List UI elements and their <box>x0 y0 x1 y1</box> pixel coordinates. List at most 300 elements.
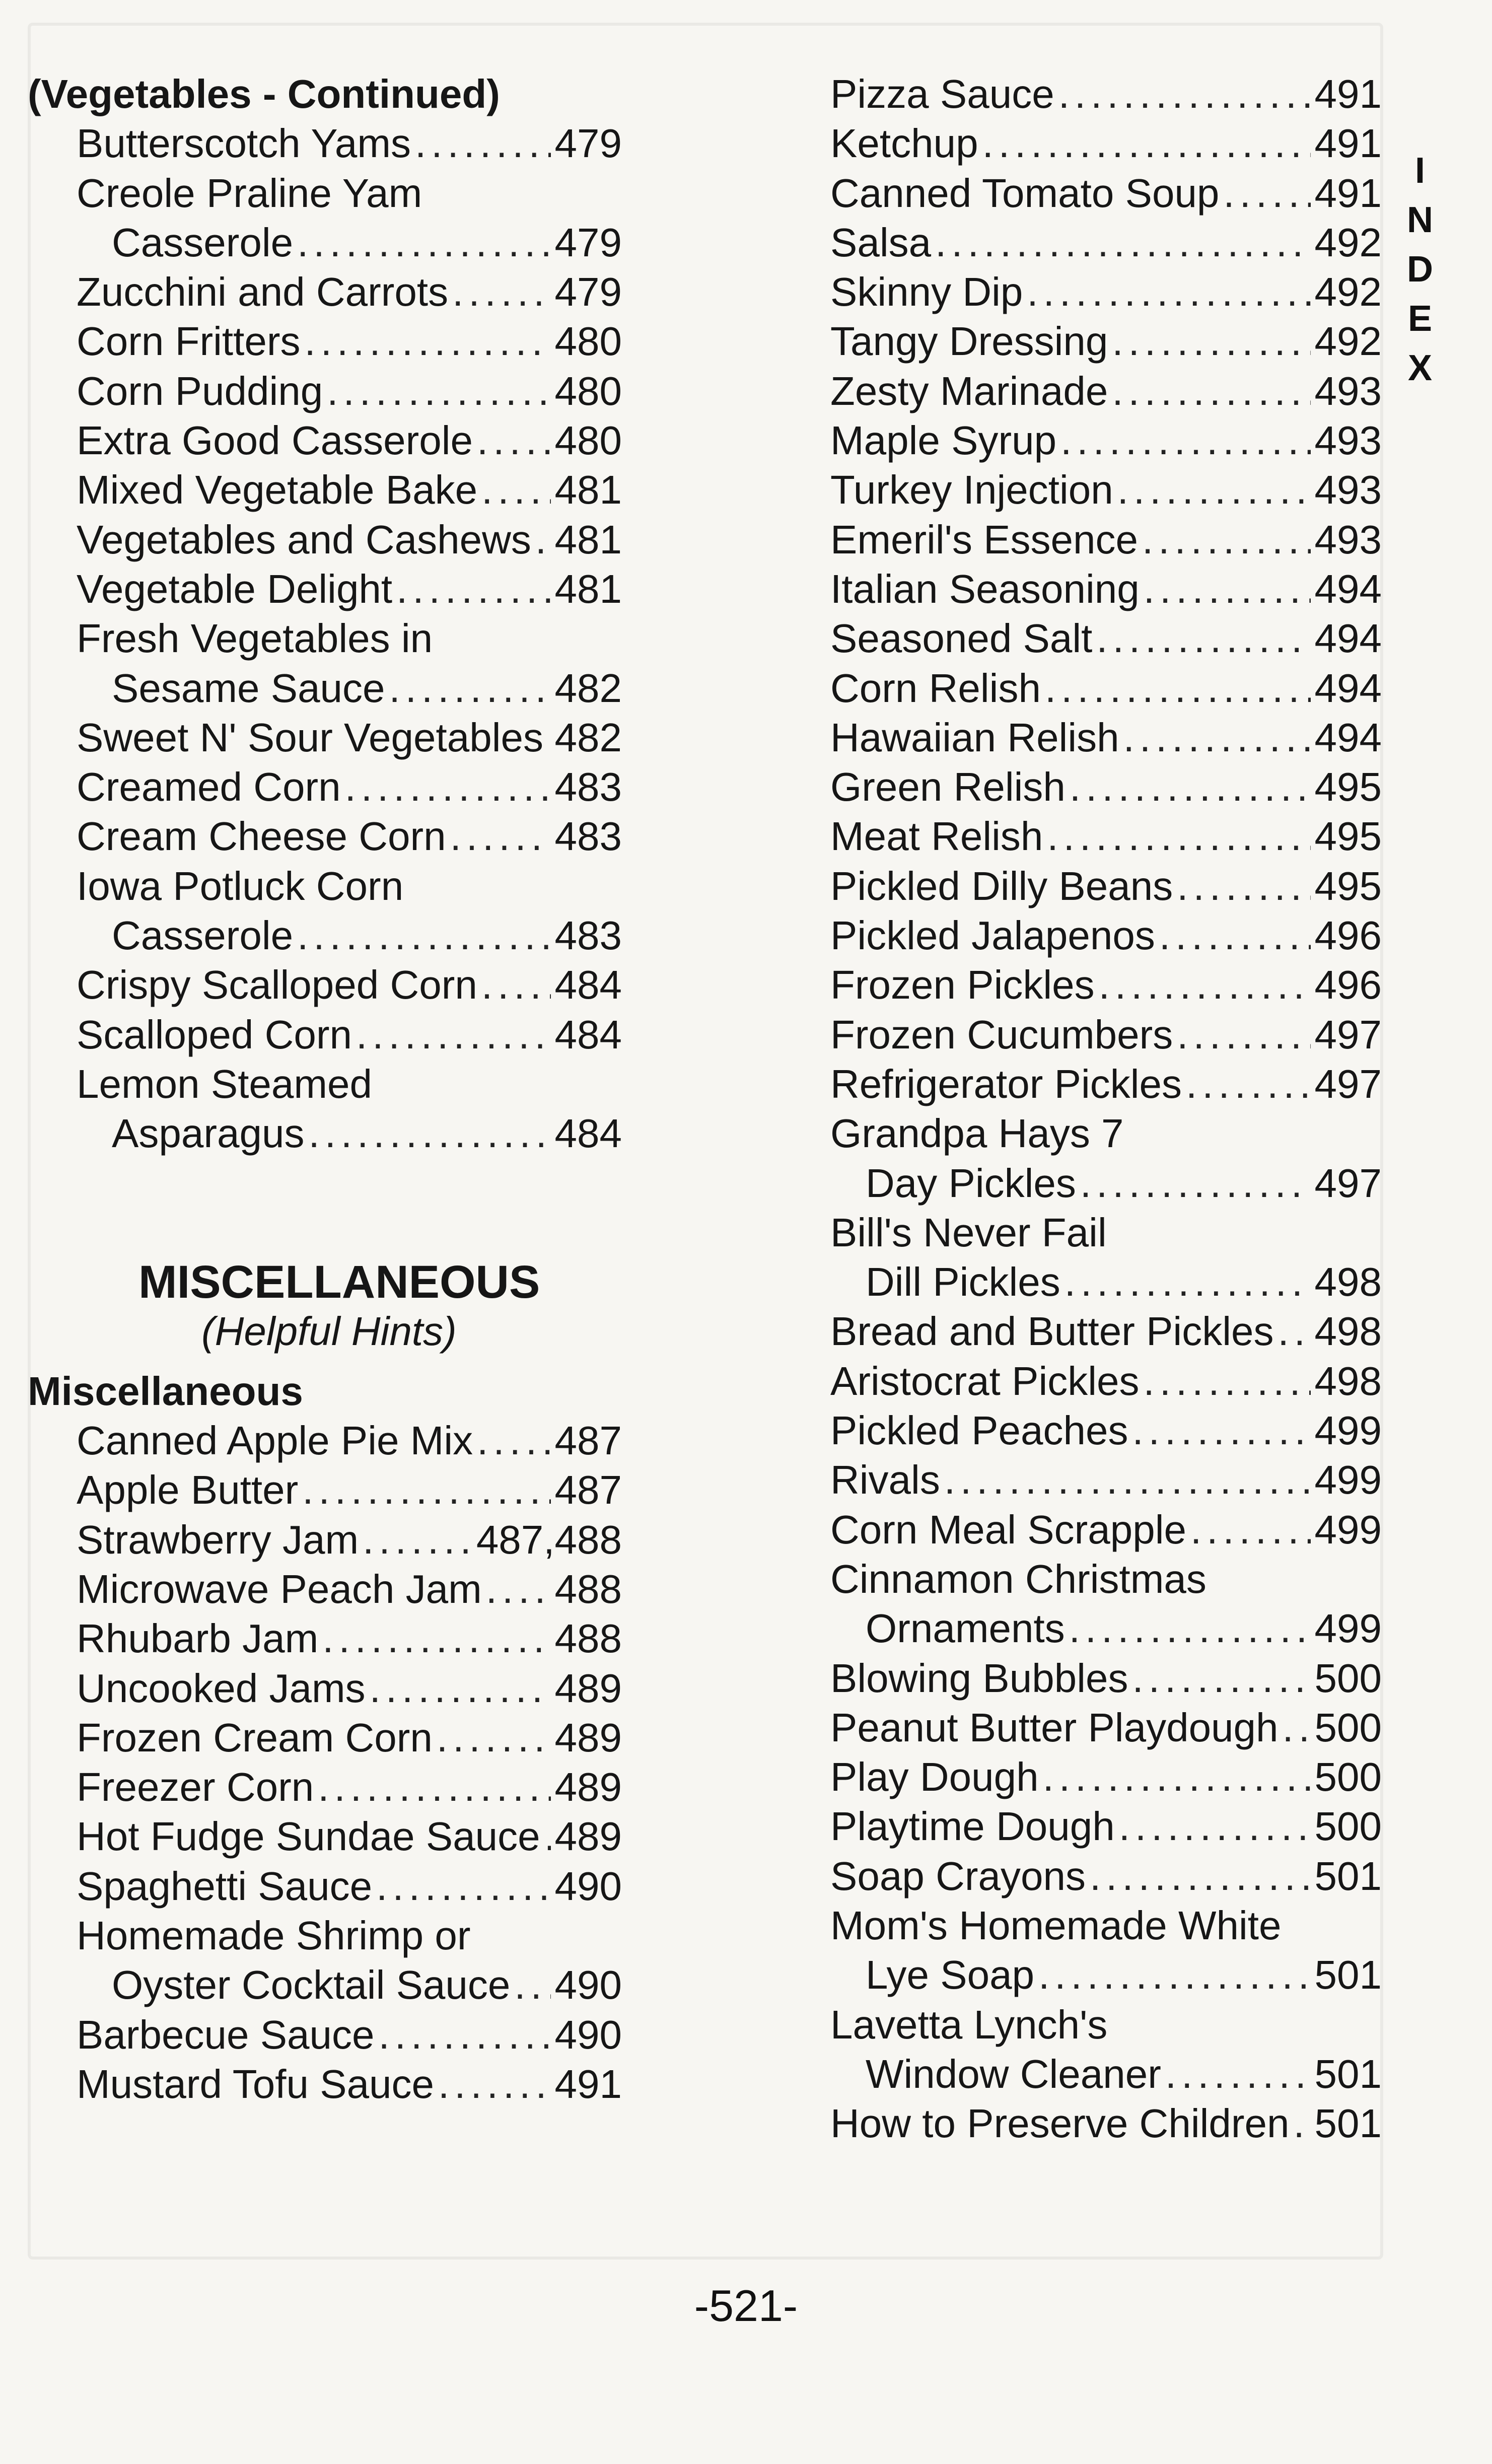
index-entry <box>28 1515 622 1565</box>
dot-leader <box>544 1812 551 1861</box>
dot-leader <box>376 1862 550 1911</box>
dot-leader <box>477 1416 550 1465</box>
entry-page-number: 490 <box>554 2012 622 2057</box>
entry-name: Vegetables and Cashews <box>77 517 531 562</box>
index-tab-letter: D <box>1407 249 1433 290</box>
entry-page-number: 481 <box>554 517 622 562</box>
entry-page-number: 495 <box>1314 863 1382 908</box>
index-entry <box>28 1960 622 2010</box>
index-entry-continued <box>824 2000 1382 2050</box>
index-entry <box>824 762 1382 812</box>
entry-page-number: 500 <box>1314 1804 1382 1849</box>
index-entry <box>28 2060 622 2109</box>
entry-name: Italian Seasoning <box>830 566 1140 611</box>
entry-name: Crispy Scalloped Corn <box>77 962 477 1008</box>
dot-leader <box>1144 565 1311 614</box>
entry-page-number: 482 <box>554 665 622 711</box>
dot-leader <box>305 317 551 366</box>
dot-leader <box>1096 614 1310 663</box>
index-tab-letter: X <box>1407 348 1433 388</box>
index-entry <box>28 713 622 762</box>
entry-page-number: 500 <box>1314 1705 1382 1750</box>
dot-leader <box>415 119 551 168</box>
index-entry <box>28 367 622 416</box>
dot-leader <box>438 2060 550 2109</box>
dot-leader <box>322 1614 550 1663</box>
entry-name: Freezer Corn <box>77 1765 314 1810</box>
entry-page-number: 489 <box>554 1665 622 1711</box>
index-entry <box>824 911 1382 960</box>
entry-page-number: 479 <box>554 220 622 265</box>
entry-name: Spaghetti Sauce <box>77 1863 373 1909</box>
index-entry <box>824 465 1382 515</box>
dot-leader <box>396 565 550 614</box>
entry-page-number: 483 <box>554 913 622 958</box>
entry-page-number: 501 <box>1314 1952 1382 1998</box>
dot-leader <box>297 218 550 267</box>
dot-leader <box>1064 1257 1311 1307</box>
entry-name: Hot Fudge Sundae Sauce <box>77 1814 540 1859</box>
dot-leader <box>327 367 550 416</box>
index-entry <box>824 1257 1382 1307</box>
entry-page-number: 480 <box>554 368 622 413</box>
dot-leader <box>1080 1159 1311 1208</box>
entry-name: Hawaiian Relish <box>830 715 1119 760</box>
entry-name: Mustard Tofu Sauce <box>77 2061 435 2106</box>
entry-name: Tangy Dressing <box>830 319 1108 364</box>
index-entry <box>824 169 1382 218</box>
index-entry <box>28 565 622 614</box>
dot-leader <box>547 713 551 762</box>
dot-leader <box>1117 465 1311 515</box>
entry-name: Casserole <box>112 220 294 265</box>
dot-leader <box>1223 169 1310 218</box>
index-entry <box>28 465 622 515</box>
entry-page-number: 499 <box>1314 1457 1382 1503</box>
entry-name: Pickled Jalapenos <box>830 913 1155 958</box>
entry-name: Bill's Never Fail <box>830 1210 1107 1255</box>
entry-name: Creole Praline Yam <box>77 170 422 216</box>
dot-leader <box>1038 1950 1310 2000</box>
entry-name: Corn Pudding <box>77 368 323 413</box>
category-heading-text: Miscellaneous <box>28 1368 303 1414</box>
entry-page-number: 498 <box>1314 1309 1382 1354</box>
entry-page-number: 496 <box>1314 962 1382 1008</box>
index-entry-continued <box>28 169 622 218</box>
entry-name: Meat Relish <box>830 814 1043 859</box>
index-entry <box>28 515 622 565</box>
dot-leader <box>1277 1307 1310 1356</box>
entry-page-number: 499 <box>1314 1606 1382 1651</box>
entry-name: Pickled Peaches <box>830 1408 1128 1453</box>
dot-leader <box>1027 267 1310 317</box>
entry-page-number: 494 <box>1314 715 1382 760</box>
index-entry <box>824 1455 1382 1505</box>
dot-leader <box>1143 1357 1310 1406</box>
dot-leader <box>1123 713 1311 762</box>
dot-leader <box>1045 664 1311 713</box>
index-entry <box>28 1465 622 1515</box>
index-entry <box>824 119 1382 168</box>
entry-name: Extra Good Casserole <box>77 418 473 463</box>
index-entry <box>28 1664 622 1713</box>
index-entry <box>824 367 1382 416</box>
entry-name: Creamed Corn <box>77 764 341 810</box>
entry-page-number: 491 <box>1314 121 1382 166</box>
entry-name: Frozen Cream Corn <box>77 1715 433 1760</box>
entry-name: Maple Syrup <box>830 418 1057 463</box>
index-entry <box>824 614 1382 663</box>
index-entry <box>824 1752 1382 1802</box>
entry-name: Skinny Dip <box>830 269 1023 315</box>
dot-leader <box>1190 1505 1311 1555</box>
entry-page-number: 497 <box>1314 1061 1382 1106</box>
entry-name: Ketchup <box>830 121 978 166</box>
entry-page-number: 497 <box>1314 1012 1382 1057</box>
index-entry <box>824 1950 1382 2000</box>
index-entry <box>28 960 622 1010</box>
dot-leader <box>481 960 551 1010</box>
entry-page-number: 496 <box>1314 913 1382 958</box>
entry-name: Seasoned Salt <box>830 616 1093 661</box>
index-entry <box>824 1604 1382 1653</box>
index-entry <box>28 317 622 366</box>
entry-name: Zesty Marinade <box>830 368 1108 413</box>
index-entry <box>28 1565 622 1614</box>
index-entry <box>824 713 1382 762</box>
entry-page-number: 491 <box>1314 72 1382 116</box>
section-subtitle-text: (Helpful Hints) <box>201 1309 457 1354</box>
dot-leader <box>308 1109 550 1158</box>
entry-name: Play Dough <box>830 1754 1039 1800</box>
entry-name: Window Cleaner <box>866 2051 1161 2096</box>
dot-leader <box>1070 762 1311 812</box>
index-entry-continued <box>824 1208 1382 1257</box>
dot-leader <box>535 515 551 565</box>
entry-page-number: 484 <box>554 1111 622 1156</box>
index-entry <box>28 1109 622 1158</box>
entry-name: Corn Meal Scrapple <box>830 1507 1186 1552</box>
entry-page-number: 487,488 <box>476 1517 622 1562</box>
index-entry <box>824 960 1382 1010</box>
index-entry <box>824 1802 1382 1851</box>
dot-leader <box>1112 317 1310 366</box>
blank-line <box>28 1208 622 1257</box>
index-entry <box>28 119 622 168</box>
index-entry <box>824 1159 1382 1208</box>
entry-page-number: 482 <box>554 715 622 760</box>
dot-leader <box>514 1960 550 2010</box>
entry-name: Uncooked Jams <box>77 1665 366 1711</box>
index-entry <box>824 1010 1382 1060</box>
index-entry <box>824 862 1382 911</box>
blank-line <box>28 1357 622 1367</box>
entry-name: Frozen Cucumbers <box>830 1012 1173 1057</box>
entry-page-number: 493 <box>1314 517 1382 562</box>
index-entry <box>28 1862 622 1911</box>
entry-name: Rivals <box>830 1457 940 1503</box>
entry-name: Canned Apple Pie Mix <box>77 1418 473 1463</box>
entry-page-number: 481 <box>554 566 622 611</box>
entry-name: Barbecue Sauce <box>77 2012 375 2057</box>
index-entry <box>824 1505 1382 1555</box>
entry-name: Corn Fritters <box>77 319 301 364</box>
entry-page-number: 490 <box>554 1863 622 1909</box>
entry-page-number: 489 <box>554 1765 622 1810</box>
index-entry <box>824 1406 1382 1455</box>
entry-page-number: 501 <box>1314 2101 1382 2146</box>
index-entry <box>824 2099 1382 2148</box>
left-index-column <box>28 69 622 2109</box>
entry-name: Pickled Dilly Beans <box>830 863 1173 908</box>
entry-name: Green Relish <box>830 764 1065 810</box>
entry-page-number: 489 <box>554 1715 622 1760</box>
index-entry <box>28 1713 622 1763</box>
entry-name: Ornaments <box>866 1606 1065 1651</box>
dot-leader <box>1058 69 1311 119</box>
entry-page-number: 495 <box>1314 764 1382 810</box>
index-entry-continued <box>28 614 622 663</box>
entry-page-number: 491 <box>554 2061 622 2106</box>
entry-name: Butterscotch Yams <box>77 121 411 166</box>
index-entry <box>824 812 1382 861</box>
entry-page-number: 483 <box>554 764 622 810</box>
index-entry <box>824 565 1382 614</box>
dot-leader <box>345 762 551 812</box>
entry-page-number: 493 <box>1314 467 1382 513</box>
index-entry <box>824 1307 1382 1356</box>
entry-name: Cinnamon Christmas <box>830 1556 1206 1601</box>
index-entry-continued <box>28 1060 622 1109</box>
entry-page-number: 501 <box>1314 1853 1382 1898</box>
index-entry <box>824 1654 1382 1703</box>
entry-name: Microwave Peach Jam <box>77 1566 482 1611</box>
index-entry-continued <box>28 1911 622 1960</box>
entry-page-number: 494 <box>1314 616 1382 661</box>
dot-leader <box>1047 812 1310 861</box>
entry-name: Cream Cheese Corn <box>77 814 446 859</box>
entry-name: Turkey Injection <box>830 467 1113 513</box>
dot-leader <box>1293 2099 1310 2148</box>
entry-name: Soap Crayons <box>830 1853 1086 1898</box>
index-entry <box>824 317 1382 366</box>
dot-leader <box>379 2010 551 2060</box>
index-entry <box>28 218 622 267</box>
dot-leader <box>1177 862 1310 911</box>
dot-leader <box>935 218 1310 267</box>
entry-page-number: 480 <box>554 319 622 364</box>
index-entry-continued <box>28 862 622 911</box>
entry-name: Oyster Cocktail Sauce <box>112 1962 511 2008</box>
dot-leader <box>297 911 550 960</box>
entry-name: Iowa Potluck Corn <box>77 863 404 908</box>
category-heading <box>28 69 622 119</box>
index-entry <box>824 69 1382 119</box>
entry-page-number: 481 <box>554 467 622 513</box>
entry-page-number: 501 <box>1314 2051 1382 2096</box>
entry-page-number: 492 <box>1314 319 1382 364</box>
category-heading <box>28 1367 622 1416</box>
entry-name: Blowing Bubbles <box>830 1655 1128 1701</box>
entry-name: Lemon Steamed <box>77 1061 373 1106</box>
index-entry <box>824 267 1382 317</box>
entry-name: Dill Pickles <box>866 1259 1060 1305</box>
dot-leader <box>982 119 1311 168</box>
entry-page-number: 480 <box>554 418 622 463</box>
entry-name: Bread and Butter Pickles <box>830 1309 1274 1354</box>
right-index-column <box>824 69 1382 2148</box>
dot-leader <box>356 1010 551 1060</box>
index-tab-letter: N <box>1407 200 1433 240</box>
index-entry <box>28 762 622 812</box>
dot-leader <box>1090 1852 1311 1901</box>
entry-page-number: 483 <box>554 814 622 859</box>
dot-leader <box>1142 515 1311 565</box>
index-entry <box>28 416 622 465</box>
entry-name: Pizza Sauce <box>830 72 1054 116</box>
entry-page-number: 498 <box>1314 1358 1382 1403</box>
entry-name: Zucchini and Carrots <box>77 269 449 315</box>
index-entry <box>824 218 1382 267</box>
entry-name: Mixed Vegetable Bake <box>77 467 478 513</box>
entry-name: Rhubarb Jam <box>77 1616 319 1661</box>
index-entry <box>28 1614 622 1663</box>
dot-leader <box>370 1664 551 1713</box>
index-entry <box>824 515 1382 565</box>
index-entry <box>28 267 622 317</box>
index-entry <box>824 1357 1382 1406</box>
entry-page-number: 493 <box>1314 368 1382 413</box>
dot-leader <box>1069 1604 1311 1653</box>
entry-page-number: 484 <box>554 1012 622 1057</box>
entry-name: Fresh Vegetables in <box>77 616 433 661</box>
dot-leader <box>450 812 551 861</box>
dot-leader <box>363 1515 472 1565</box>
entry-name: Mom's Homemade White <box>830 1903 1282 1948</box>
entry-name: Salsa <box>830 220 932 265</box>
section-title-text: MISCELLANEOUS <box>138 1256 540 1308</box>
entry-name: Lye Soap <box>866 1952 1035 1998</box>
index-entry <box>28 1010 622 1060</box>
index-tab-label <box>1402 146 1438 393</box>
index-entry <box>824 1060 1382 1109</box>
dot-leader <box>481 465 550 515</box>
entry-page-number: 489 <box>554 1814 622 1859</box>
entry-name: Peanut Butter Playdough <box>830 1705 1278 1750</box>
dot-leader <box>1159 911 1311 960</box>
entry-page-number: 500 <box>1314 1655 1382 1701</box>
dot-leader <box>1099 960 1311 1010</box>
index-entry-continued <box>824 1901 1382 1950</box>
entry-name: Sweet N' Sour Vegetables <box>77 715 543 760</box>
index-entry <box>28 664 622 713</box>
dot-leader <box>477 416 550 465</box>
entry-name: Apple Butter <box>77 1467 299 1513</box>
entry-name: How to Preserve Children <box>830 2101 1290 2146</box>
entry-name: Playtime Dough <box>830 1804 1115 1849</box>
page-number: -521- <box>694 2281 798 2331</box>
dot-leader <box>1283 1703 1311 1752</box>
index-entry <box>28 1812 622 1861</box>
index-tab-letter: I <box>1414 151 1425 191</box>
entry-page-number: 488 <box>554 1566 622 1611</box>
entry-page-number: 493 <box>1314 418 1382 463</box>
index-entry <box>28 1763 622 1812</box>
entry-page-number: 484 <box>554 962 622 1008</box>
dot-leader <box>944 1455 1311 1505</box>
dot-leader <box>1132 1654 1310 1703</box>
index-entry <box>824 1852 1382 1901</box>
section-title <box>28 1257 622 1307</box>
index-entry <box>824 1703 1382 1752</box>
dot-leader <box>437 1713 551 1763</box>
entry-page-number: 479 <box>554 121 622 166</box>
index-entry-continued <box>824 1109 1382 1158</box>
dot-leader <box>1132 1406 1310 1455</box>
entry-name: Vegetable Delight <box>77 566 393 611</box>
entry-page-number: 487 <box>554 1418 622 1463</box>
entry-page-number: 497 <box>1314 1160 1382 1206</box>
entry-name: Grandpa Hays 7 <box>830 1111 1124 1156</box>
index-entry <box>824 2050 1382 2099</box>
dot-leader <box>1165 2050 1311 2099</box>
entry-name: Emeril's Essence <box>830 517 1139 562</box>
entry-name: Corn Relish <box>830 665 1041 711</box>
dot-leader <box>1186 1060 1311 1109</box>
entry-page-number: 499 <box>1314 1408 1382 1453</box>
entry-name: Casserole <box>112 913 294 958</box>
index-tab-letter: E <box>1407 299 1433 339</box>
dot-leader <box>1119 1802 1311 1851</box>
index-entry <box>28 812 622 861</box>
category-heading-text: (Vegetables - Continued) <box>28 72 500 116</box>
dot-leader <box>302 1465 550 1515</box>
entry-page-number: 492 <box>1314 269 1382 315</box>
entry-page-number: 495 <box>1314 814 1382 859</box>
entry-page-number: 494 <box>1314 566 1382 611</box>
entry-name: Asparagus <box>112 1111 305 1156</box>
index-entry <box>824 416 1382 465</box>
entry-name: Strawberry Jam <box>77 1517 359 1562</box>
dot-leader <box>318 1763 550 1812</box>
blank-line <box>28 1159 622 1208</box>
index-entry <box>28 1416 622 1465</box>
entry-page-number: 500 <box>1314 1754 1382 1800</box>
entry-page-number: 490 <box>554 1962 622 2008</box>
dot-leader <box>1060 416 1310 465</box>
dot-leader <box>486 1565 551 1614</box>
entry-page-number: 479 <box>554 269 622 315</box>
entry-name: Day Pickles <box>866 1160 1076 1206</box>
dot-leader <box>1177 1010 1310 1060</box>
index-entry-continued <box>824 1555 1382 1604</box>
entry-page-number: 487 <box>554 1467 622 1513</box>
dot-leader <box>1112 367 1310 416</box>
index-entry <box>28 911 622 960</box>
section-subtitle <box>28 1307 622 1356</box>
entry-page-number: 498 <box>1314 1259 1382 1305</box>
dot-leader <box>452 267 550 317</box>
entry-page-number: 491 <box>1314 170 1382 216</box>
index-entry <box>824 664 1382 713</box>
entry-name: Aristocrat Pickles <box>830 1358 1140 1403</box>
entry-page-number: 499 <box>1314 1507 1382 1552</box>
entry-page-number: 492 <box>1314 220 1382 265</box>
dot-leader <box>1043 1752 1311 1802</box>
entry-name: Canned Tomato Soup <box>830 170 1220 216</box>
entry-page-number: 494 <box>1314 665 1382 711</box>
dot-leader <box>389 664 551 713</box>
